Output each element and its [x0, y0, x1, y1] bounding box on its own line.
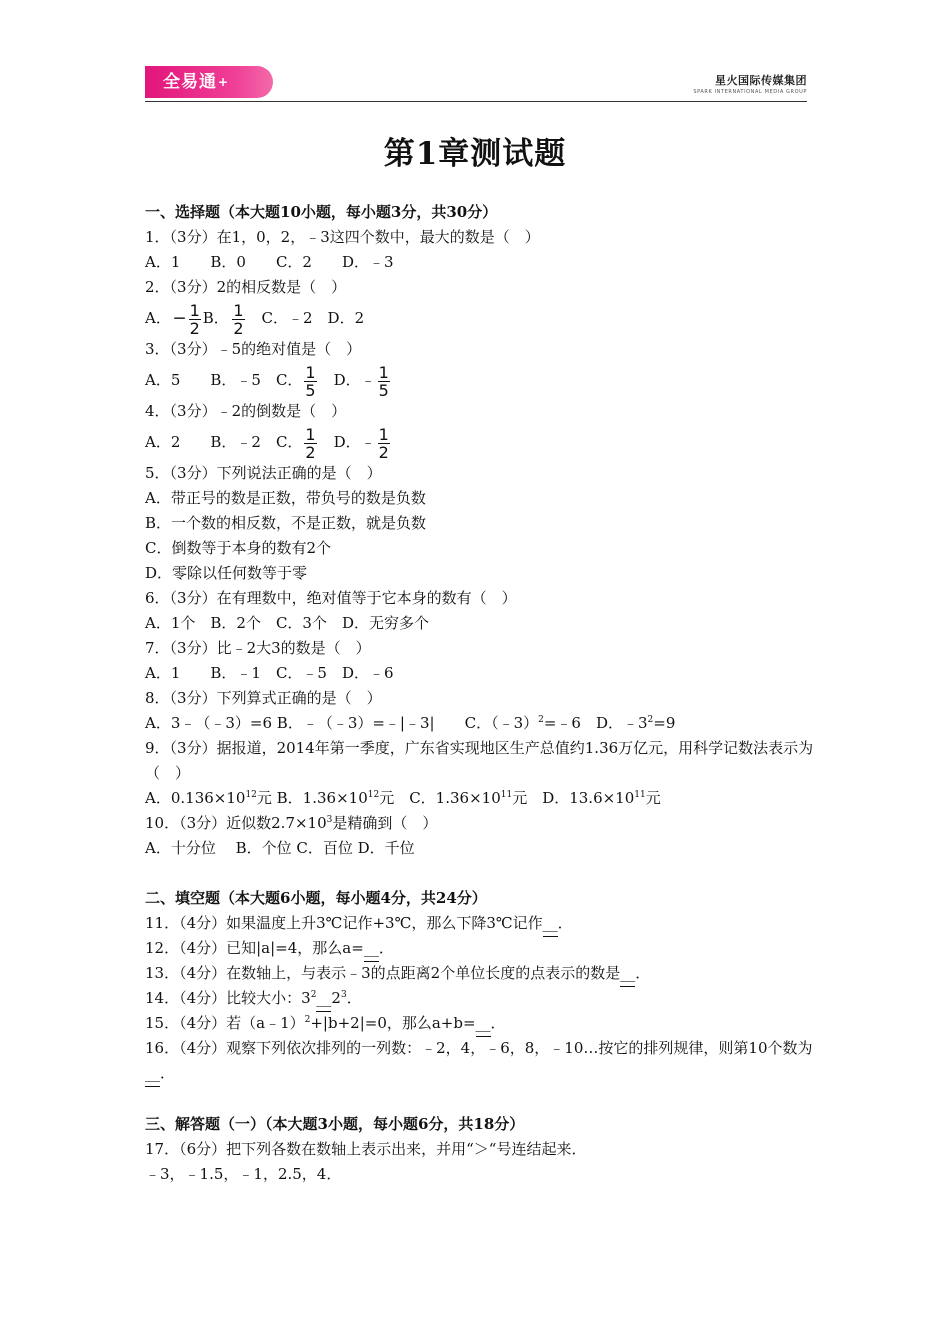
question-15: 15．（4分）若（a﹣1）$^2$+|b+2|=0，那么a+b=__．	[145, 1011, 815, 1036]
question-7: 7．（3分）比﹣2大3的数是（ ）	[145, 639, 371, 657]
question-2: 2．（3分）2的相反数是（ ）	[145, 278, 347, 296]
question-3-options: A．5 B．﹣5 C． $\frac{1}{5}$ D．﹣ $\frac{1}{5}$	[145, 362, 389, 400]
question-6-options: A．1个 B．2个 C．3个 D．无穷多个	[145, 614, 429, 632]
question-7-options: A．1 B．﹣1 C．﹣5 D．﹣6	[145, 664, 394, 682]
answer-blank: __	[145, 1061, 160, 1087]
question-17: 17．（6分）把下列各数在数轴上表示出来，并用“＞“号连结起来．	[145, 1140, 587, 1158]
question-11: 11．（4分）如果温度上升3℃记作+3℃，那么下降3℃记作__．	[145, 911, 815, 936]
fraction: $\frac{1}{2}$	[189, 300, 200, 338]
answer-blank: __	[364, 936, 379, 962]
publisher-name-en: SPARK INTERNATIONAL MEDIA GROUP	[693, 89, 807, 95]
question-17-numbers: ﹣3，﹣1.5，﹣1，2.5，4．	[145, 1165, 342, 1183]
question-14: 14．（4分）比较大小：$3^2\_\_2^3$．	[145, 986, 815, 1011]
fraction: $\frac{1}{2}$	[233, 300, 244, 338]
question-8: 8．（3分）下列算式正确的是（ ）	[145, 689, 382, 707]
page-header	[145, 62, 807, 102]
question-12: 12．（4分）已知|a|=4，那么a=__．	[145, 936, 815, 961]
section-heading: 二、填空题（本大题6小题，每小题4分，共24分）	[145, 889, 487, 907]
question-5-option-b: B．一个数的相反数，不是正数，就是负数	[145, 514, 427, 532]
logo-text: 全易通	[163, 72, 217, 92]
question-2-options: A． − $\frac{1}{2}$ B． $\frac{1}{2}$ C．﹣2 D．2	[145, 300, 365, 338]
section-heading: 一、选择题（本大题10小题，每小题3分，共30分）	[145, 203, 498, 221]
fraction: $\frac{1}{5}$	[378, 362, 389, 400]
question-5-option-d: D．零除以任何数等于零	[145, 564, 308, 582]
question-10-options: A．十分位 B．个位 C．百位 D．千位	[145, 839, 415, 857]
minus-sign: −	[172, 308, 187, 329]
question-5-option-a: A．带正号的数是正数，带负号的数是负数	[145, 489, 426, 507]
section-heading: 三、解答题（一）（本大题3小题，每小题6分，共18分）	[145, 1115, 525, 1133]
question-1-options: A．1 B．0 C．2 D．﹣3	[145, 253, 394, 271]
question-4: 4．（3分）﹣2的倒数是（ ）	[145, 402, 347, 420]
question-4-options: A．2 B．﹣2 C． $\frac{1}{2}$ D．﹣ $\frac{1}{2}$	[145, 424, 389, 462]
header-divider	[145, 101, 807, 102]
answer-blank: __	[476, 1011, 491, 1037]
fraction: $\frac{1}{2}$	[378, 424, 389, 462]
page-title: 第1章测试题	[383, 136, 567, 172]
publisher-name-cn: 星火国际传媒集团	[715, 74, 807, 87]
question-5-option-c: C．倒数等于本身的数有2个	[145, 539, 332, 557]
logo-plus-mark: +	[218, 75, 230, 89]
exam-content	[145, 200, 815, 1187]
question-5: 5．（3分）下列说法正确的是（ ）	[145, 464, 382, 482]
question-9: 9．（3分）据报道，2014年第一季度，广东省实现地区生产总值约1.36万亿元，用科学记数法表示为（ ）	[145, 739, 814, 782]
question-10: 10．（3分）近似数$2.7\times 10^3$是精确到（ ）	[145, 814, 438, 832]
brand-logo	[145, 66, 273, 98]
question-6: 6．（3分）在有理数中，绝对值等于它本身的数有（ ）	[145, 589, 517, 607]
answer-blank: __	[620, 961, 635, 987]
answer-blank: __	[543, 911, 558, 937]
question-3: 3．（3分）﹣5的绝对值是（ ）	[145, 340, 362, 358]
publisher-brand	[693, 72, 807, 95]
fraction: $\frac{1}{2}$	[305, 424, 316, 462]
fraction: $\frac{1}{5}$	[305, 362, 316, 400]
question-13: 13．（4分）在数轴上，与表示﹣3的点距离2个单位长度的点表示的数是__．	[145, 961, 815, 986]
answer-blank: __	[316, 986, 331, 1012]
question-1: 1．（3分）在1，0，2，﹣3这四个数中，最大的数是（ ）	[145, 228, 540, 246]
question-9-options: A．$0.136\times 10^{12}$元 B．$1.36\times 10^{12}$元 C．$1.36\times 10^{11}$元 D．$13.6\times 10^{11}$元	[145, 789, 661, 807]
question-8-options: A．3﹣（﹣3）=6 B．﹣（﹣3）=﹣|﹣3| C．（﹣3）$^2$=﹣6 D．$﹣3^2=9$	[145, 714, 676, 732]
question-16: 16．（4分）观察下列依次排列的一列数：﹣2，4，﹣6，8，﹣10…按它的排列规律，则第10个数为__．	[145, 1036, 815, 1087]
